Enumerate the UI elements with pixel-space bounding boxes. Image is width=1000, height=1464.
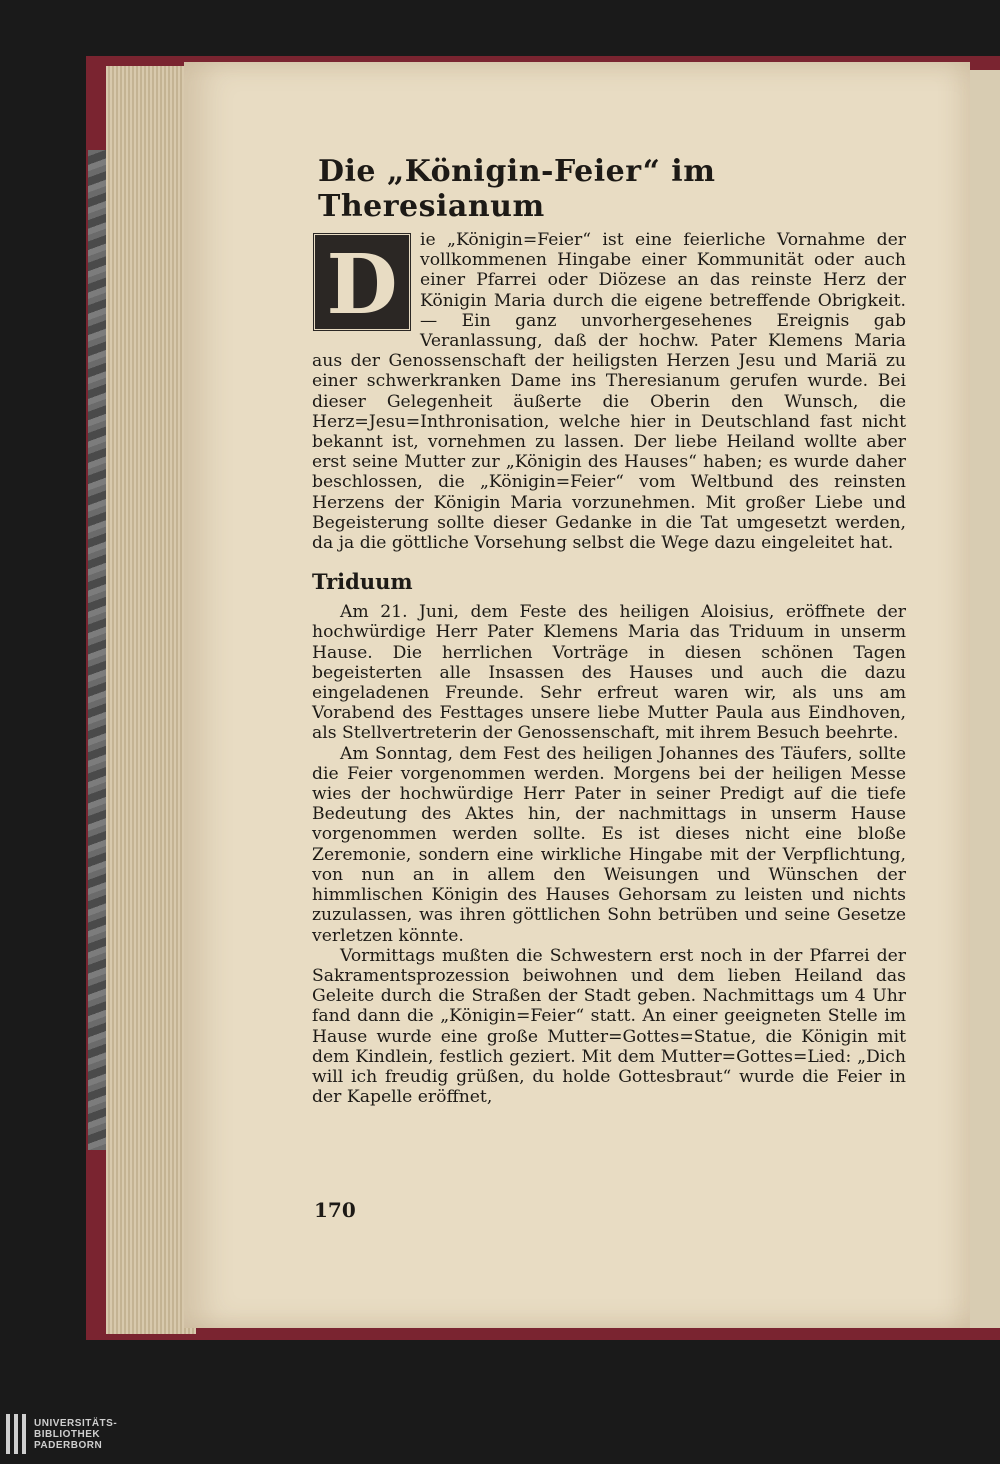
page-content xyxy=(312,154,906,1107)
intro-paragraph: ie „Königin=Feier“ ist eine feierliche Vornahme der vollkommenen Hingabe einer Kommunität oder auch einer Pfarrei oder Diözese an das reinste Herz der Königin Maria durch die eigene betreffende Obrigkeit. — Ein ganz unvorhergesehenes Ereignis gab Veranlassung, daß der hochw. Pater Klemens Maria aus der Genossenschaft der heiligsten Herzen Jesu und Mariä zu einer schwerkranken Dame ins Theresianum gerufen wurde. Bei dieser Gelegenheit äußerte die Oberin den Wunsch, die Herz=Jesu=Inthronisation, welche hier in Deutschland fast nicht bekannt ist, vornehmen zu lassen. Der liebe Heiland wollte aber erst seine Mutter zur „Königin des Hauses“ haben; es wurde daher beschlossen, die „Königin=Feier“ vom Weltbund des reinsten Herzens der Königin Maria vorzunehmen. Mit großer Liebe und Begeisterung sollte dieser Gedanke in die Tat umgesetzt werden, da ja die göttliche Vorsehung selbst die Wege dazu eingeleitet hat. xyxy=(312,230,906,554)
page-number: 170 xyxy=(314,1198,356,1222)
book-page xyxy=(184,62,970,1328)
article-title: Die „Königin-Feier“ im Theresianum xyxy=(318,154,716,224)
library-line-2: BIBLIOTHEK xyxy=(34,1428,101,1440)
section-title: Triduum xyxy=(312,569,413,595)
intro-block xyxy=(312,230,906,553)
library-line-1: UNIVERSITÄTS- xyxy=(34,1417,118,1429)
paragraph-1: Am 21. Juni, dem Feste des heiligen Aloisius, eröffnete der hochwürdige Herr Pater Klemens Maria das Triduum in unserm Hause. Die herrlichen Vorträge in diesen schönen Tagen begeisterten alle Insassen des Hauses und auch die dazu eingeladenen Freunde. Sehr erfreut waren wir, als uns am Vorabend des Festtages unsere liebe Mutter Paula aus Eindhoven, als Stellvertreterin der Genossenschaft, mit ihrem Besuch beehrte. xyxy=(312,602,906,744)
decorative-initial: D xyxy=(312,232,412,332)
library-logo xyxy=(6,1414,117,1454)
paragraph-3: Vormittags mußten die Schwestern erst noch in der Pfarrei der Sakramentsprozession beiwohnen und dem lieben Heiland das Geleite durch die Straßen der Stadt geben. Nachmittags um 4 Uhr fand dann die „Königin=Feier“ statt. An einer geeigneten Stelle im Hause wurde eine große Mutter=Gottes=Statue, die Königin mit dem Kindlein, festlich geziert. Mit dem Mutter=Gottes=Lied: „Dich will ich freudig grüßen, du holde Gottesbraut“ wurde die Feier in der Kapelle eröffnet, xyxy=(312,945,906,1108)
library-logo-icon xyxy=(6,1414,26,1454)
library-line-3: PADERBORN xyxy=(34,1439,103,1451)
paragraph-2: Am Sonntag, dem Fest des heiligen Johannes des Täufers, sollte die Feier vorgenommen werden. Morgens bei der heiligen Messe wies der hochwürdige Herr Pater in seiner Predigt auf die tiefe Bedeutung des Aktes hin, der nachmittags in unserm Hause vorgenommen werden sollte. Es ist dieses nicht eine bloße Zeremonie, sondern eine wirkliche Hingabe mit der Verpflichtung, von nun an in allem den Weisungen und Wünschen der himmlischen Königin des Hauses Gehorsam zu leisten und nichts zuzulassen, was ihren göttlichen Sohn betrüben und seine Gesetze verletzen könnte. xyxy=(312,743,906,946)
facing-page-edge xyxy=(970,70,1000,1328)
library-name xyxy=(34,1418,117,1451)
page-edges xyxy=(106,66,196,1334)
